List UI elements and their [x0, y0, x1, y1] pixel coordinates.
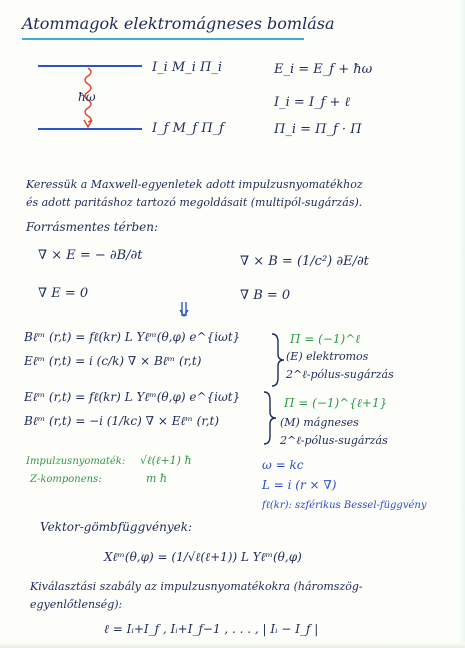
impulzus-value: √ℓ(ℓ+1) ħ [140, 454, 192, 467]
intro-line-2: és adott paritáshoz tartozó megoldásait (multipól-sugárzás). [26, 196, 363, 209]
magnetic-poles: 2^ℓ-pólus-sugárzás [280, 434, 388, 447]
electric-parity: Π = (−1)^ℓ [290, 332, 361, 346]
electric-e-field: Eℓᵐ (r,t) = i (c/k) ∇ × Bℓᵐ (r,t) [24, 354, 202, 368]
page-edge-bottom [0, 642, 465, 648]
bessel-def: fℓ(kr): szférikus Bessel-függvény [262, 500, 427, 511]
magnetic-b-field: Bℓᵐ (r,t) = −i (1/kc) ∇ × Eℓᵐ (r,t) [24, 414, 220, 428]
z-component-label: Z-komponens: [30, 474, 102, 485]
magnetic-e-field: Eℓᵐ (r,t) = fℓ(kr) L Yℓᵐ(θ,φ) e^{iωt} [24, 390, 241, 404]
omega-def: ω = kc [262, 458, 304, 472]
intro-line-1: Keressük a Maxwell-egyenletek adott impulzusnyomatékhoz [26, 178, 363, 191]
angular-conservation: I_i = I_f + ℓ [274, 95, 350, 110]
selection-formula: ℓ = Iᵢ+I_f , Iᵢ+I_f−1 , . . . , | Iᵢ − I_f | [104, 622, 319, 636]
brace-electric [272, 334, 284, 386]
magnetic-parity: Π = (−1)^{ℓ+1} [284, 396, 388, 410]
magnetic-type: (M) mágneses [280, 416, 359, 429]
selection-line-1: Kiválasztási szabály az impulzusnyomatékokra (háromszög- [30, 580, 363, 593]
selection-line-2: egyenlőtlenség): [30, 598, 123, 611]
page-edge-right [459, 0, 465, 648]
maxwell-div-b: ∇ B = 0 [240, 288, 291, 303]
z-component-value: m ħ [146, 472, 168, 485]
electric-type: (E) elektromos [286, 350, 369, 363]
down-arrow-icon [180, 302, 188, 316]
vector-harmonics-formula: Xℓᵐ(θ,φ) = (1/√ℓ(ℓ+1)) L Yℓᵐ(θ,φ) [104, 550, 302, 564]
electric-b-field: Bℓᵐ (r,t) = fℓ(kr) L Yℓᵐ(θ,φ) e^{iωt} [24, 330, 241, 344]
maxwell-div-e: ∇ E = 0 [38, 286, 89, 301]
impulzus-label: Impulzusnyomaték: [26, 456, 126, 467]
brace-magnetic [264, 392, 276, 444]
photon-label: ħω [78, 90, 96, 104]
upper-state-label: I_i M_i Π_i [152, 60, 223, 75]
vector-harmonics-label: Vektor-gömbfüggvények: [40, 520, 193, 534]
l-operator-def: L = i (r × ∇) [262, 478, 337, 492]
electric-poles: 2^ℓ-pólus-sugárzás [286, 368, 394, 381]
page-title: Atommagok elektromágneses bomlása [22, 14, 335, 33]
lower-state-label: I_f M_f Π_f [152, 121, 224, 136]
maxwell-curl-e: ∇ × E = − ∂B/∂t [38, 248, 143, 263]
energy-conservation: E_i = E_f + ħω [274, 62, 373, 77]
parity-conservation: Π_i = Π_f · Π [274, 122, 362, 137]
maxwell-curl-b: ∇ × B = (1/c²) ∂E/∂t [240, 254, 369, 269]
source-free-label: Forrásmentes térben: [26, 220, 158, 234]
photon-arrow-icon [84, 120, 92, 127]
